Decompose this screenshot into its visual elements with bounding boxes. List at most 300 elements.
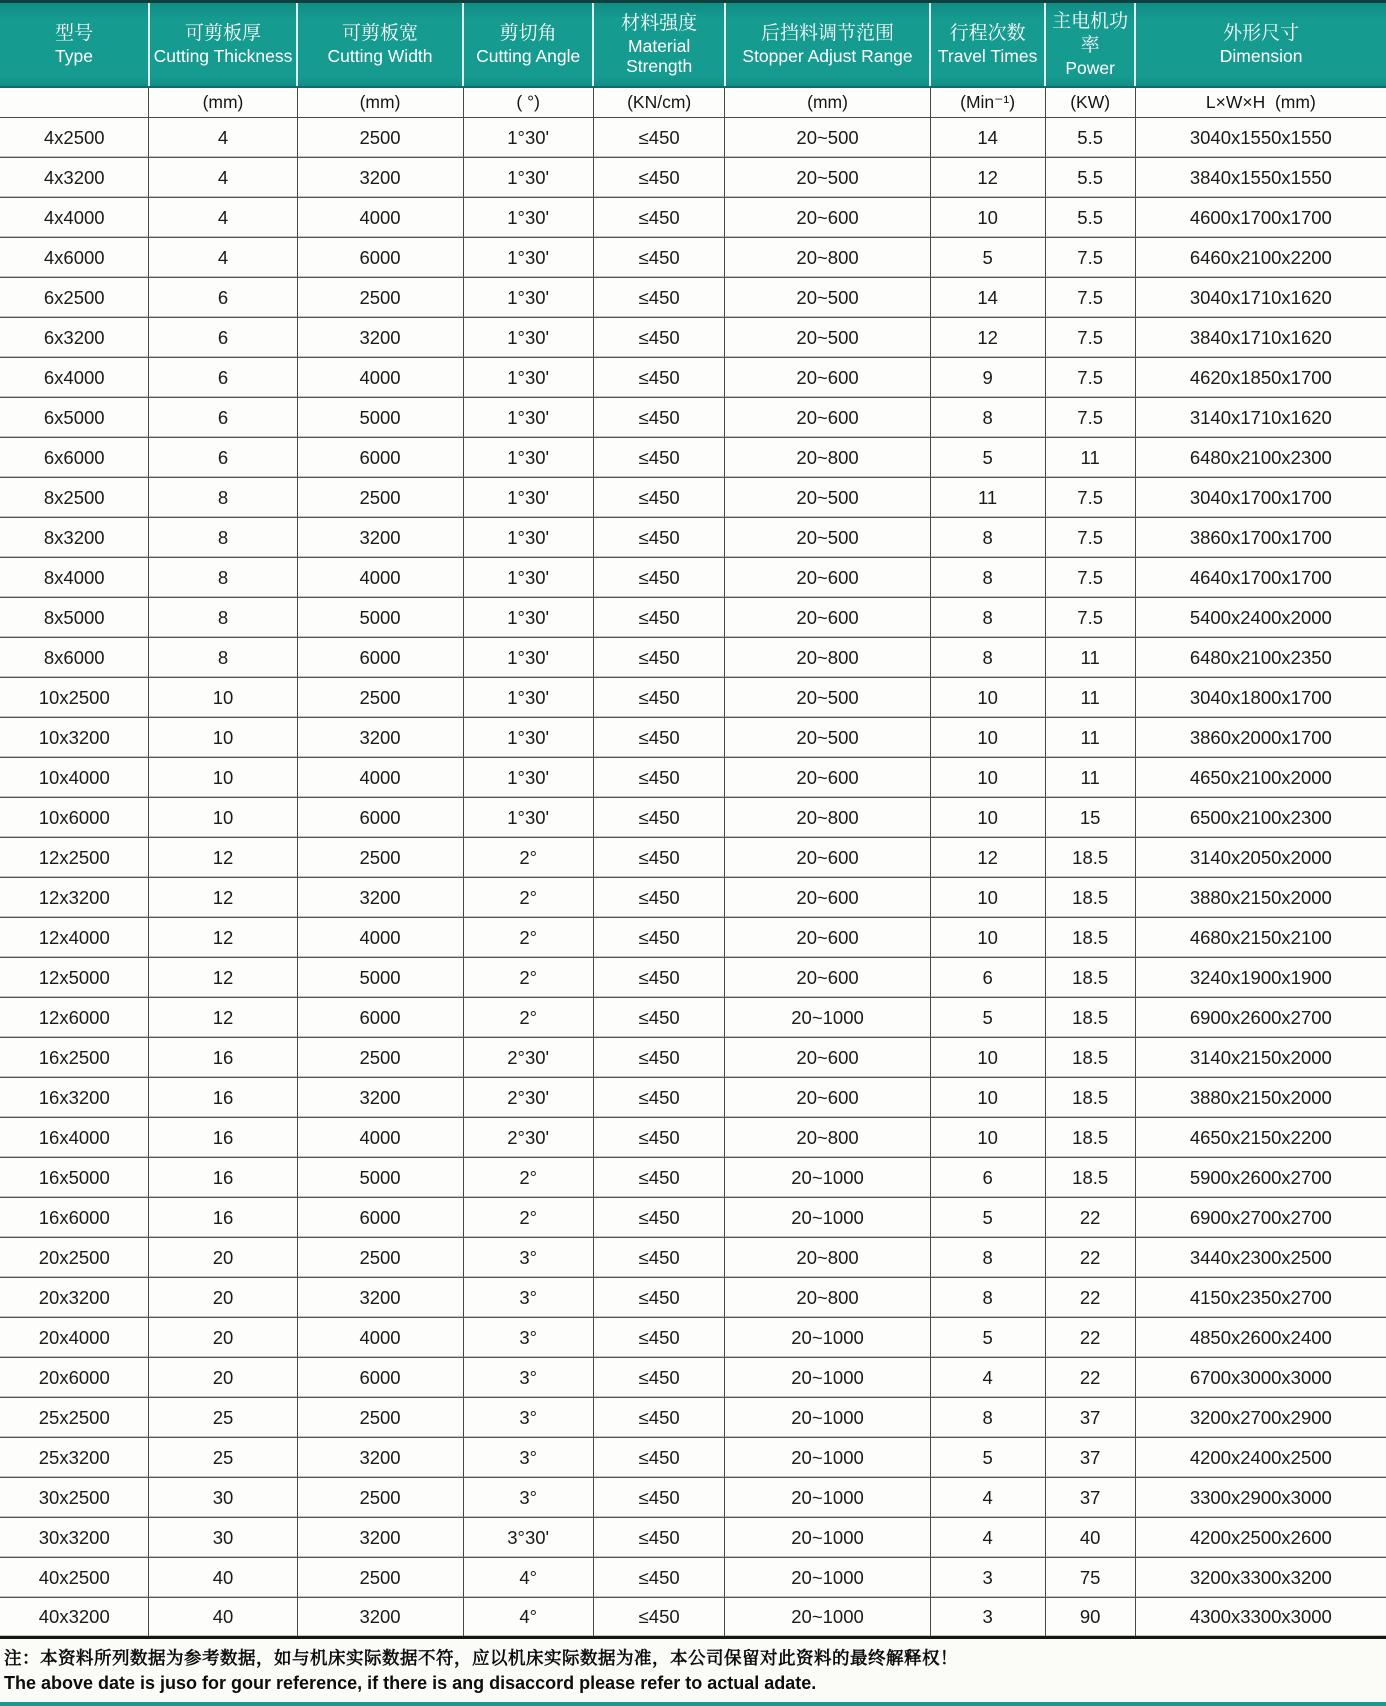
table-cell: 4: [930, 1518, 1045, 1558]
table-cell: 12: [149, 958, 297, 998]
table-cell: ≤450: [593, 1598, 725, 1638]
table-cell: 1°30': [463, 398, 593, 438]
table-body: [0, 118, 1386, 1638]
table-cell: 20~800: [725, 438, 930, 478]
table-cell: 6000: [297, 998, 463, 1038]
table-cell: 2°: [463, 998, 593, 1038]
table-cell: 3440x2300x2500: [1135, 1238, 1386, 1278]
table-cell: ≤450: [593, 238, 725, 278]
table-cell: 7.5: [1045, 318, 1135, 358]
table-cell: 6x3200: [0, 318, 149, 358]
table-cell: 40: [149, 1558, 297, 1598]
column-header-4: [593, 2, 725, 87]
column-title-zh: 型号: [54, 23, 93, 45]
table-row: [0, 1158, 1386, 1198]
table-row: [0, 838, 1386, 878]
table-row: [0, 1278, 1386, 1318]
table-cell: ≤450: [593, 1238, 725, 1278]
table-cell: 11: [1045, 758, 1135, 798]
table-cell: 3°: [463, 1238, 593, 1278]
table-cell: 12: [930, 158, 1045, 198]
table-cell: 4150x2350x2700: [1135, 1278, 1386, 1318]
table-cell: 2°30': [463, 1118, 593, 1158]
table-cell: 18.5: [1045, 958, 1135, 998]
table-cell: 7.5: [1045, 398, 1135, 438]
table-cell: 1°30': [463, 318, 593, 358]
table-cell: 20~600: [725, 838, 930, 878]
table-cell: 2500: [297, 118, 463, 158]
table-cell: 12x6000: [0, 998, 149, 1038]
table-cell: 4000: [297, 558, 463, 598]
table-cell: 16: [149, 1198, 297, 1238]
table-cell: 20~600: [725, 198, 930, 238]
table-row: [0, 878, 1386, 918]
table-cell: 3: [930, 1598, 1045, 1638]
table-cell: 6x6000: [0, 438, 149, 478]
table-cell: 14: [930, 278, 1045, 318]
table-cell: 3°: [463, 1398, 593, 1438]
table-cell: 10: [930, 1078, 1045, 1118]
table-cell: 2500: [297, 678, 463, 718]
table-cell: 2500: [297, 1398, 463, 1438]
table-cell: 1°30': [463, 678, 593, 718]
table-cell: 6x4000: [0, 358, 149, 398]
table-cell: 40x2500: [0, 1558, 149, 1598]
table-cell: 4: [149, 198, 297, 238]
table-cell: 22: [1045, 1318, 1135, 1358]
table-cell: 30: [149, 1478, 297, 1518]
table-cell: ≤450: [593, 478, 725, 518]
table-cell: 16x5000: [0, 1158, 149, 1198]
table-row: [0, 1478, 1386, 1518]
table-cell: 3200: [297, 158, 463, 198]
table-cell: 20~1000: [725, 1478, 930, 1518]
table-cell: 1°30': [463, 198, 593, 238]
column-title-zh: 剪切角: [499, 23, 557, 45]
column-header-7: [1045, 2, 1135, 87]
table-cell: 10: [930, 758, 1045, 798]
table-cell: ≤450: [593, 438, 725, 478]
table-cell: ≤450: [593, 638, 725, 678]
table-cell: 20~1000: [725, 1518, 930, 1558]
table-cell: 20x4000: [0, 1318, 149, 1358]
table-cell: 3200: [297, 878, 463, 918]
table-cell: 20~500: [725, 118, 930, 158]
table-cell: 3880x2150x2000: [1135, 1078, 1386, 1118]
table-cell: 3860x2000x1700: [1135, 718, 1386, 758]
table-cell: 1°30': [463, 278, 593, 318]
table-cell: 3200x3300x3200: [1135, 1558, 1386, 1598]
table-cell: 6: [149, 398, 297, 438]
table-cell: 18.5: [1045, 878, 1135, 918]
table-cell: 1°30': [463, 238, 593, 278]
table-cell: 20~1000: [725, 998, 930, 1038]
table-cell: 8: [149, 598, 297, 638]
column-title-zh: 可剪板宽: [342, 23, 419, 45]
table-cell: 8x6000: [0, 638, 149, 678]
table-cell: 10: [930, 1038, 1045, 1078]
table-cell: 3200: [297, 718, 463, 758]
table-row: [0, 1038, 1386, 1078]
table-cell: ≤450: [593, 958, 725, 998]
table-cell: 3040x1550x1550: [1135, 118, 1386, 158]
table-cell: 20x3200: [0, 1278, 149, 1318]
table-cell: 3°30': [463, 1518, 593, 1558]
table-cell: 2500: [297, 1558, 463, 1598]
table-cell: 20: [149, 1278, 297, 1318]
table-cell: 20~500: [725, 678, 930, 718]
table-cell: 8x5000: [0, 598, 149, 638]
table-cell: ≤450: [593, 198, 725, 238]
table-row: [0, 958, 1386, 998]
table-cell: 8: [149, 638, 297, 678]
column-header-6: [930, 2, 1045, 87]
column-title-en: Travel Times: [937, 46, 1038, 67]
table-row: [0, 358, 1386, 398]
table-cell: ≤450: [593, 398, 725, 438]
table-cell: 4000: [297, 198, 463, 238]
table-cell: 20~800: [725, 798, 930, 838]
table-cell: 4x6000: [0, 238, 149, 278]
table-cell: 2°30': [463, 1078, 593, 1118]
column-title-zh: 材料强度: [621, 13, 698, 35]
table-cell: ≤450: [593, 1078, 725, 1118]
table-cell: 5: [930, 1198, 1045, 1238]
table-cell: 18.5: [1045, 998, 1135, 1038]
table-cell: 2°30': [463, 1038, 593, 1078]
table-cell: 18.5: [1045, 1118, 1135, 1158]
column-title-en: Cutting Angle: [476, 46, 581, 67]
table-cell: 90: [1045, 1598, 1135, 1638]
table-cell: ≤450: [593, 838, 725, 878]
header-row: [0, 2, 1386, 87]
table-cell: 2°: [463, 878, 593, 918]
table-row: [0, 1318, 1386, 1358]
table-cell: 16x2500: [0, 1038, 149, 1078]
table-cell: 5000: [297, 1158, 463, 1198]
table-cell: 5000: [297, 598, 463, 638]
table-cell: 4600x1700x1700: [1135, 198, 1386, 238]
table-cell: 1°30': [463, 438, 593, 478]
table-row: [0, 118, 1386, 158]
table-row: [0, 558, 1386, 598]
table-cell: ≤450: [593, 358, 725, 398]
table-cell: 6900x2600x2700: [1135, 998, 1386, 1038]
table-cell: ≤450: [593, 798, 725, 838]
table-cell: 22: [1045, 1198, 1135, 1238]
table-cell: 2°: [463, 918, 593, 958]
table-row: [0, 398, 1386, 438]
table-cell: 4200x2400x2500: [1135, 1438, 1386, 1478]
table-cell: 20~600: [725, 358, 930, 398]
table-cell: 5000: [297, 958, 463, 998]
table-cell: 3860x1700x1700: [1135, 518, 1386, 558]
table-cell: 3: [930, 1558, 1045, 1598]
table-cell: 11: [930, 478, 1045, 518]
table-cell: 10: [930, 1118, 1045, 1158]
table-cell: 40: [149, 1598, 297, 1638]
column-unit: (KN/cm): [593, 87, 725, 118]
table-row: [0, 1198, 1386, 1238]
table-cell: 2500: [297, 1238, 463, 1278]
table-cell: ≤450: [593, 1438, 725, 1478]
column-title-en: Power: [1065, 57, 1115, 78]
table-cell: 1°30': [463, 638, 593, 678]
table-cell: 6700x3000x3000: [1135, 1358, 1386, 1398]
table-cell: 1°30': [463, 118, 593, 158]
table-cell: 20~500: [725, 478, 930, 518]
table-cell: 6000: [297, 638, 463, 678]
table-cell: 18.5: [1045, 1078, 1135, 1118]
table-cell: 25x3200: [0, 1438, 149, 1478]
table-cell: 10: [149, 678, 297, 718]
table-cell: 20~600: [725, 958, 930, 998]
table-cell: 4000: [297, 758, 463, 798]
table-row: [0, 278, 1386, 318]
column-title-zh: 外形尺寸: [1223, 23, 1300, 45]
table-cell: 10: [930, 678, 1045, 718]
table-cell: 25x2500: [0, 1398, 149, 1438]
table-cell: 7.5: [1045, 278, 1135, 318]
table-cell: 20~800: [725, 638, 930, 678]
table-cell: 10x4000: [0, 758, 149, 798]
table-cell: 8: [930, 518, 1045, 558]
column-unit: (Min⁻¹): [930, 87, 1045, 118]
table-cell: 10: [149, 798, 297, 838]
table-cell: 10: [930, 918, 1045, 958]
table-cell: ≤450: [593, 1158, 725, 1198]
table-cell: 20~800: [725, 238, 930, 278]
column-unit: ( °): [463, 87, 593, 118]
table-cell: 20: [149, 1318, 297, 1358]
table-cell: 12x4000: [0, 918, 149, 958]
table-row: [0, 1118, 1386, 1158]
table-cell: 1°30': [463, 158, 593, 198]
table-cell: 6: [149, 278, 297, 318]
table-cell: 6480x2100x2300: [1135, 438, 1386, 478]
table-cell: 20~800: [725, 1118, 930, 1158]
table-cell: ≤450: [593, 758, 725, 798]
table-cell: 18.5: [1045, 918, 1135, 958]
column-title-en: Stopper Adjust Range: [742, 46, 913, 67]
table-row: [0, 1438, 1386, 1478]
table-cell: 4850x2600x2400: [1135, 1318, 1386, 1358]
table-cell: 6: [930, 1158, 1045, 1198]
table-cell: 6: [149, 318, 297, 358]
table-cell: 1°30': [463, 518, 593, 558]
table-cell: 30: [149, 1518, 297, 1558]
column-unit: (mm): [297, 87, 463, 118]
table-cell: 16: [149, 1038, 297, 1078]
table-cell: 2°: [463, 958, 593, 998]
table-cell: ≤450: [593, 558, 725, 598]
table-cell: 20~600: [725, 1038, 930, 1078]
table-cell: 1°30': [463, 558, 593, 598]
table-cell: 3°: [463, 1278, 593, 1318]
table-cell: 8: [149, 478, 297, 518]
table-cell: 3°: [463, 1478, 593, 1518]
table-row: [0, 718, 1386, 758]
table-cell: 4: [149, 238, 297, 278]
table-cell: 3200: [297, 1278, 463, 1318]
table-cell: ≤450: [593, 1198, 725, 1238]
table-cell: 16x3200: [0, 1078, 149, 1118]
table-cell: 16x6000: [0, 1198, 149, 1238]
table-cell: 20~1000: [725, 1598, 930, 1638]
table-cell: 20~1000: [725, 1158, 930, 1198]
table-cell: 7.5: [1045, 598, 1135, 638]
table-cell: 5: [930, 998, 1045, 1038]
table-cell: 7.5: [1045, 518, 1135, 558]
table-cell: 10x3200: [0, 718, 149, 758]
table-cell: 20~600: [725, 758, 930, 798]
table-cell: 5000: [297, 398, 463, 438]
table-cell: 20~1000: [725, 1398, 930, 1438]
table-cell: 4640x1700x1700: [1135, 558, 1386, 598]
table-row: [0, 518, 1386, 558]
table-cell: 12: [930, 838, 1045, 878]
table-cell: 5: [930, 1438, 1045, 1478]
table-cell: 18.5: [1045, 1038, 1135, 1078]
table-cell: 8x3200: [0, 518, 149, 558]
table-cell: 3200: [297, 1598, 463, 1638]
table-cell: 12x3200: [0, 878, 149, 918]
table-cell: 4000: [297, 358, 463, 398]
table-cell: 6: [149, 438, 297, 478]
table-cell: 8: [930, 1238, 1045, 1278]
table-cell: 4: [930, 1358, 1045, 1398]
table-cell: 6000: [297, 438, 463, 478]
table-cell: 3°: [463, 1358, 593, 1398]
footer-note-en: The above date is juso for gour reference, if there is ang disaccord please refer to actual adate.: [4, 1672, 817, 1693]
bottom-accent-line: [0, 1702, 1386, 1706]
table-cell: 20~600: [725, 558, 930, 598]
table-cell: ≤450: [593, 318, 725, 358]
table-cell: 2500: [297, 1478, 463, 1518]
table-cell: ≤450: [593, 118, 725, 158]
table-cell: 3040x1710x1620: [1135, 278, 1386, 318]
table-cell: 20~500: [725, 518, 930, 558]
table-cell: 8: [930, 558, 1045, 598]
table-cell: 20~600: [725, 878, 930, 918]
table-cell: 3040x1700x1700: [1135, 478, 1386, 518]
table-cell: 2500: [297, 478, 463, 518]
table-row: [0, 1078, 1386, 1118]
table-cell: 2500: [297, 278, 463, 318]
table-cell: 3040x1800x1700: [1135, 678, 1386, 718]
table-cell: 2°: [463, 838, 593, 878]
table-cell: ≤450: [593, 1278, 725, 1318]
table-cell: 10x6000: [0, 798, 149, 838]
table-cell: 10: [930, 798, 1045, 838]
table-cell: 6480x2100x2350: [1135, 638, 1386, 678]
table-cell: 16: [149, 1118, 297, 1158]
table-cell: 12: [149, 998, 297, 1038]
table-cell: 3200: [297, 1078, 463, 1118]
table-cell: 12: [149, 918, 297, 958]
table-cell: 10: [149, 758, 297, 798]
table-cell: 8: [930, 1278, 1045, 1318]
table-cell: 20~1000: [725, 1558, 930, 1598]
column-title-zh: 可剪板厚: [184, 23, 261, 45]
table-cell: 4300x3300x3000: [1135, 1598, 1386, 1638]
table-cell: 10x2500: [0, 678, 149, 718]
table-row: [0, 798, 1386, 838]
table-cell: 40: [1045, 1518, 1135, 1558]
table-cell: 8: [930, 398, 1045, 438]
table-row: [0, 998, 1386, 1038]
table-cell: 1°30': [463, 358, 593, 398]
table-cell: 2°: [463, 1158, 593, 1198]
table-cell: 22: [1045, 1238, 1135, 1278]
table-cell: 20~1000: [725, 1358, 930, 1398]
table-cell: 4000: [297, 1118, 463, 1158]
table-cell: 20~600: [725, 598, 930, 638]
table-cell: 20~600: [725, 398, 930, 438]
table-cell: 5.5: [1045, 158, 1135, 198]
table-cell: 20~800: [725, 1278, 930, 1318]
table-cell: ≤450: [593, 278, 725, 318]
table-cell: 12: [930, 318, 1045, 358]
table-cell: 7.5: [1045, 358, 1135, 398]
table-cell: 11: [1045, 438, 1135, 478]
table-cell: 22: [1045, 1358, 1135, 1398]
table-cell: 4650x2100x2000: [1135, 758, 1386, 798]
table-cell: 3140x2150x2000: [1135, 1038, 1386, 1078]
table-cell: 3200x2700x2900: [1135, 1398, 1386, 1438]
table-cell: 3°: [463, 1438, 593, 1478]
table-cell: 3140x1710x1620: [1135, 398, 1386, 438]
table-cell: ≤450: [593, 1038, 725, 1078]
table-cell: 6900x2700x2700: [1135, 1198, 1386, 1238]
table-cell: 6000: [297, 238, 463, 278]
table-row: [0, 1558, 1386, 1598]
table-cell: 20~600: [725, 1078, 930, 1118]
table-cell: ≤450: [593, 1118, 725, 1158]
table-cell: 5400x2400x2000: [1135, 598, 1386, 638]
table-cell: 14: [930, 118, 1045, 158]
table-cell: 8x4000: [0, 558, 149, 598]
column-title-en: Type: [55, 46, 93, 67]
table-cell: 4°: [463, 1598, 593, 1638]
table-cell: 3140x2050x2000: [1135, 838, 1386, 878]
table-row: [0, 638, 1386, 678]
table-cell: 12x5000: [0, 958, 149, 998]
table-row: [0, 438, 1386, 478]
table-cell: ≤450: [593, 678, 725, 718]
table-cell: 8: [149, 558, 297, 598]
column-header-3: [463, 2, 593, 87]
table-cell: 4000: [297, 1318, 463, 1358]
column-title-zh: 主电机功率: [1052, 11, 1129, 57]
table-row: [0, 1398, 1386, 1438]
table-cell: 3200: [297, 518, 463, 558]
table-cell: 9: [930, 358, 1045, 398]
column-unit: L×W×H (mm): [1135, 87, 1386, 118]
table-cell: 30x2500: [0, 1478, 149, 1518]
table-cell: ≤450: [593, 158, 725, 198]
table-cell: 6000: [297, 1358, 463, 1398]
table-cell: ≤450: [593, 718, 725, 758]
table-cell: 6: [930, 958, 1045, 998]
table-cell: 37: [1045, 1398, 1135, 1438]
table-cell: 18.5: [1045, 838, 1135, 878]
table-cell: 6000: [297, 1198, 463, 1238]
table-cell: 2500: [297, 838, 463, 878]
table-cell: 20~1000: [725, 1318, 930, 1358]
table-cell: 3°: [463, 1318, 593, 1358]
table-cell: ≤450: [593, 918, 725, 958]
